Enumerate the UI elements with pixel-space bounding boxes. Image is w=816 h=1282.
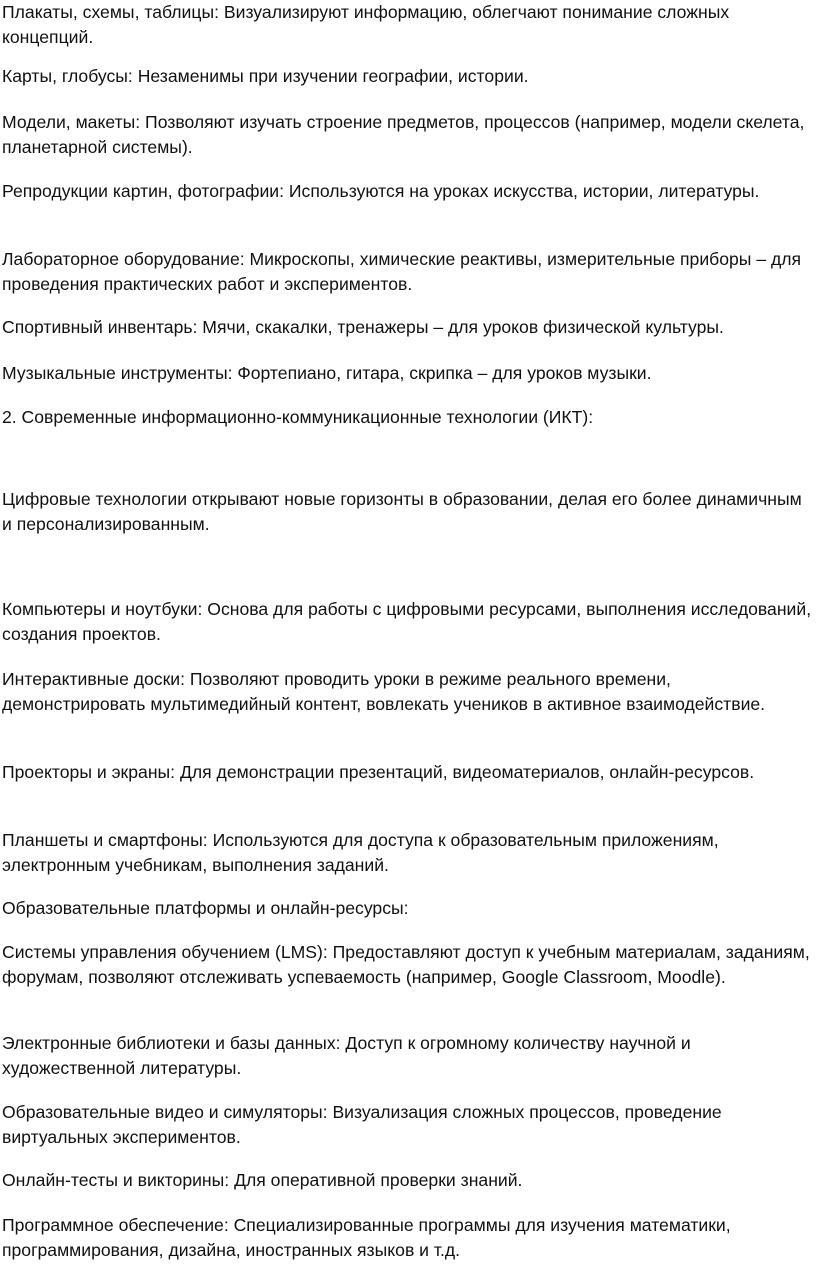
paragraph-models-mockups: Модели, макеты: Позволяют изучать строение предметов, процессов (например, модели скелета, планетарной системы). xyxy=(2,112,805,157)
paragraph-online-tests: Онлайн-тесты и викторины: Для оперативной проверки знаний. xyxy=(2,1170,523,1190)
section-heading-ict: 2. Современные информационно-коммуникационные технологии (ИКТ): xyxy=(2,407,594,427)
paragraph-maps-globes: Карты, глобусы: Незаменимы при изучении географии, истории. xyxy=(2,66,529,86)
paragraph-software: Программное обеспечение: Специализированные программы для изучения математики, программирования, дизайна, иностранных языков и т.д. xyxy=(2,1215,731,1260)
paragraph-reproductions-photos: Репродукции картин, фотографии: Используются на уроках искусства, истории, литературы. xyxy=(2,181,760,201)
paragraph-platforms-heading: Образовательные платформы и онлайн-ресурсы: xyxy=(2,898,409,918)
paragraph-posters-schemes-tables: Плакаты, схемы, таблицы: Визуализируют информацию, облегчают понимание сложных концепций. xyxy=(2,2,730,47)
paragraph-educational-video: Образовательные видео и симуляторы: Визуализация сложных процессов, проведение виртуальных экспериментов. xyxy=(2,1102,722,1147)
paragraph-projectors-screens: Проекторы и экраны: Для демонстрации презентаций, видеоматериалов, онлайн-ресурсов. xyxy=(2,762,755,782)
paragraph-sports-equipment: Спортивный инвентарь: Мячи, скакалки, тренажеры – для уроков физической культуры. xyxy=(2,317,724,337)
paragraph-digital-technologies: Цифровые технологии открывают новые горизонты в образовании, делая его более динамичным и персонализированным. xyxy=(2,489,802,534)
paragraph-electronic-libraries: Электронные библиотеки и базы данных: Доступ к огромному количеству научной и художественной литературы. xyxy=(2,1033,691,1078)
paragraph-tablets-smartphones: Планшеты и смартфоны: Используются для доступа к образовательным приложениям, электронным учебникам, выполнения заданий. xyxy=(2,830,719,875)
paragraph-musical-instruments: Музыкальные инструменты: Фортепиано, гитара, скрипка – для уроков музыки. xyxy=(2,363,652,383)
paragraph-computers-laptops: Компьютеры и ноутбуки: Основа для работы с цифровыми ресурсами, выполнения исследований, создания проектов. xyxy=(2,599,812,644)
paragraph-lms: Системы управления обучением (LMS): Предоставляют доступ к учебным материалам, заданиям, форумам, позволяют отслеживать успеваемость (например, Google Classroom, Moodle). xyxy=(2,942,810,987)
paragraph-lab-equipment: Лабораторное оборудование: Микроскопы, химические реактивы, измерительные приборы – для проведения практических работ и экспериментов. xyxy=(2,249,802,294)
paragraph-interactive-boards: Интерактивные доски: Позволяют проводить уроки в режиме реального времени, демонстрировать мультимедийный контент, вовлекать учеников в активное взаимодействие. xyxy=(2,669,766,714)
